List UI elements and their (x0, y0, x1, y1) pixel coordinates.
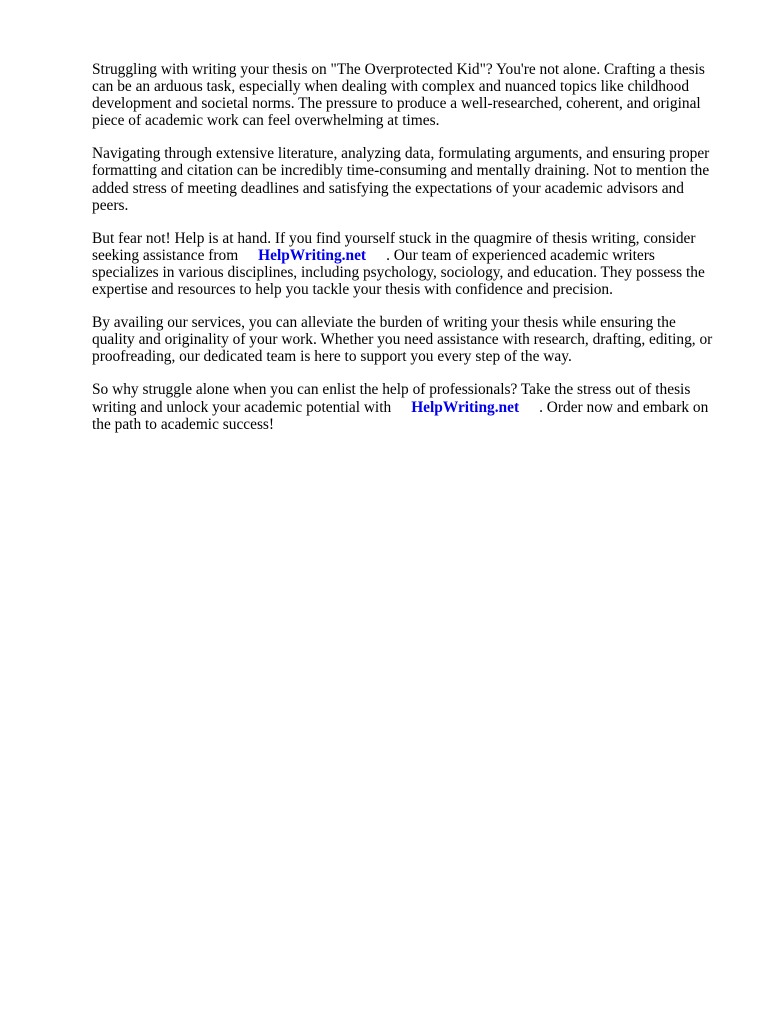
helpwriting-link[interactable]: HelpWriting.net (258, 246, 367, 264)
document-body (92, 61, 722, 449)
paragraph-help-text-before: But fear not! Help is at hand. If you find yourself stuck in the quagmire of thesis writing, consider seeking assistance from (92, 229, 696, 264)
paragraph-services: By availing our services, you can alleviate the burden of writing your thesis while ensuring the quality and originality of your work. Whether you need assistance with research, drafting, editing, or proofreading, our dedicated team is here to support you every step of the way. (92, 314, 713, 366)
helpwriting-link-closing[interactable]: HelpWriting.net (411, 398, 520, 416)
paragraph-help-text-after: . Our team of experienced academic writers specializes in various disciplines, including psychology, sociology, and education. They possess the expertise and resources to help you tackle your thesis with confidence and precision. (92, 246, 705, 299)
paragraph-intro: Struggling with writing your thesis on "The Overprotected Kid"? You're not alone. Crafting a thesis can be an arduous task, especially when dealing with complex and nuanced topics like childhood development and societal norms. The pressure to produce a well-researched, coherent, and original piece of academic work can feel overwhelming at times. (92, 61, 705, 130)
paragraph-help (92, 230, 722, 298)
paragraph-closing-text-before: So why struggle alone when you can enlist the help of professionals? Take the stress out of thesis writing and unlock your academic potential with (92, 381, 691, 416)
paragraph-closing (92, 381, 722, 432)
paragraph-challenges: Navigating through extensive literature, analyzing data, formulating arguments, and ensuring proper formatting and citation can be incredibly time-consuming and mentally draining. Not to mention the added stress of meeting deadlines and satisfying the expectations of your academic advisors and peers. (92, 145, 710, 214)
paragraph-closing-text-after: . Order now and embark on the path to academic success! (92, 398, 709, 433)
